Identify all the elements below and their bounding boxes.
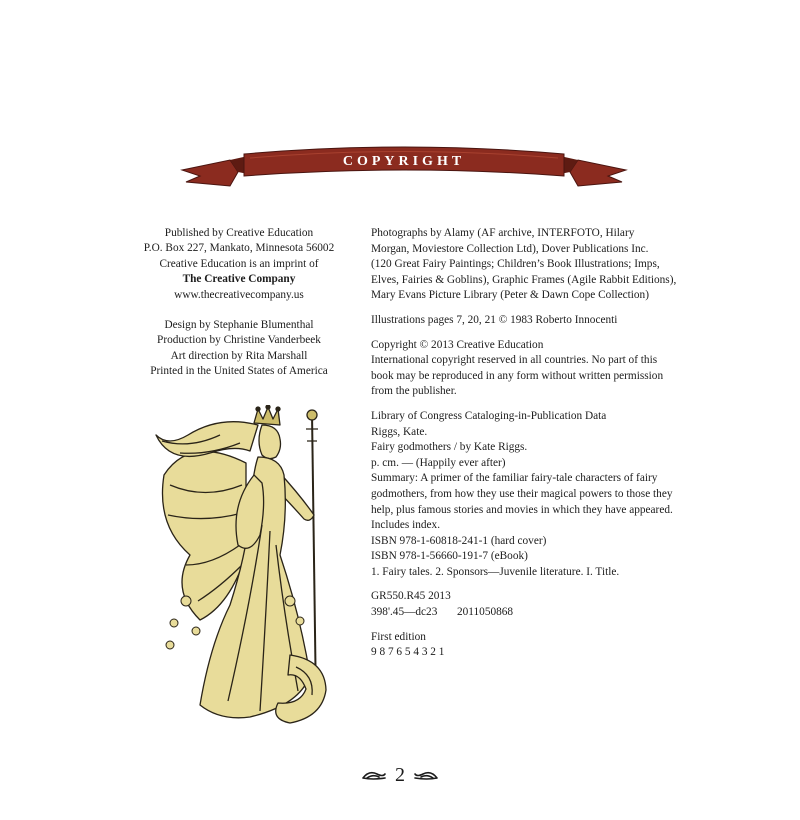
art-direction-credit: Art direction by Rita Marshall — [170, 349, 308, 362]
cip-line: Library of Congress Cataloging-in-Publication Data — [371, 409, 607, 422]
cip-line: godmothers, from how they use their magical powers to those they — [371, 487, 673, 500]
banner-title: COPYRIGHT — [342, 154, 466, 169]
illustrations-credit — [371, 313, 696, 329]
left-ornament-icon — [361, 768, 387, 782]
fairy-godmother-illustration — [150, 405, 350, 741]
cip-line: 1. Fairy tales. 2. Sponsors—Juvenile literature. I. Title. — [371, 565, 620, 578]
copyright-line: from the publisher. — [371, 385, 457, 398]
dewey-row — [371, 605, 696, 621]
page-number: 2 — [395, 763, 405, 786]
print-line: 9 8 7 6 5 4 3 2 1 — [371, 646, 445, 659]
cip-line: help, plus famous stories and movies in which they have appeared. — [371, 503, 673, 516]
printed-in-line: Printed in the United States of America — [150, 365, 328, 378]
copyright-banner — [178, 142, 630, 190]
publisher-website: www.thecreativecompany.us — [174, 288, 304, 301]
dewey-number: 398'.45—dc23 — [371, 606, 438, 619]
photo-credit-line: Elves, Fairies & Goblins), Graphic Frames (Agile Rabbit Editions), — [371, 273, 677, 286]
cip-line: ISBN 978-1-60818-241-1 (hard cover) — [371, 534, 547, 547]
cip-line: Riggs, Kate. — [371, 425, 428, 438]
photo-credits — [371, 226, 696, 304]
publisher-address: P.O. Box 227, Mankato, Minnesota 56002 — [143, 242, 335, 255]
cip-line: Fairy godmothers / by Kate Riggs. — [371, 441, 528, 454]
cip-line: Summary: A primer of the familiar fairy-tale characters of fairy — [371, 472, 658, 485]
classification — [371, 589, 696, 620]
right-ornament-icon — [413, 768, 439, 782]
production-credit: Production by Christine Vanderbeek — [157, 334, 321, 347]
call-number: GR550.R45 2013 — [371, 590, 451, 603]
lccn-number: 2011050868 — [457, 606, 514, 619]
photo-credit-line: Mary Evans Picture Library (Peter & Dawn Cope Collection) — [371, 289, 649, 302]
photo-credit-line: Photographs by Alamy (AF archive, INTERFOTO, Hilary — [371, 227, 635, 239]
company-name: The Creative Company — [182, 273, 296, 286]
cip-data — [371, 409, 696, 581]
photo-credit-line: (120 Great Fairy Paintings; Children’s Book Illustrations; Imps, — [371, 258, 660, 271]
copyright-notice — [371, 338, 696, 400]
copyright-line: book may be reproduced in any form without written permission — [371, 369, 664, 382]
page-folio — [355, 760, 445, 790]
edition-label: First edition — [371, 630, 426, 643]
imprint-line: Creative Education is an imprint of — [159, 257, 319, 270]
copyright-details — [371, 226, 696, 670]
cip-line: ISBN 978-1-56660-191-7 (eBook) — [371, 550, 528, 563]
design-credit: Design by Stephanie Blumenthal — [164, 319, 314, 332]
illustrations-line: Illustrations pages 7, 20, 21 © 1983 Roberto Innocenti — [371, 313, 618, 326]
publisher-info — [128, 226, 350, 380]
fairy-godmother-icon — [150, 405, 350, 741]
edition-info — [371, 630, 696, 661]
copyright-line: Copyright © 2013 Creative Education — [371, 338, 544, 351]
cip-line: p. cm. — (Happily ever after) — [371, 456, 506, 469]
copyright-line: International copyright reserved in all countries. No part of this — [371, 354, 658, 367]
cip-line: Includes index. — [371, 519, 441, 532]
publisher-line: Published by Creative Education — [164, 227, 314, 239]
photo-credit-line: Morgan, Moviestore Collection Ltd), Dover Publications Inc. — [371, 242, 649, 255]
